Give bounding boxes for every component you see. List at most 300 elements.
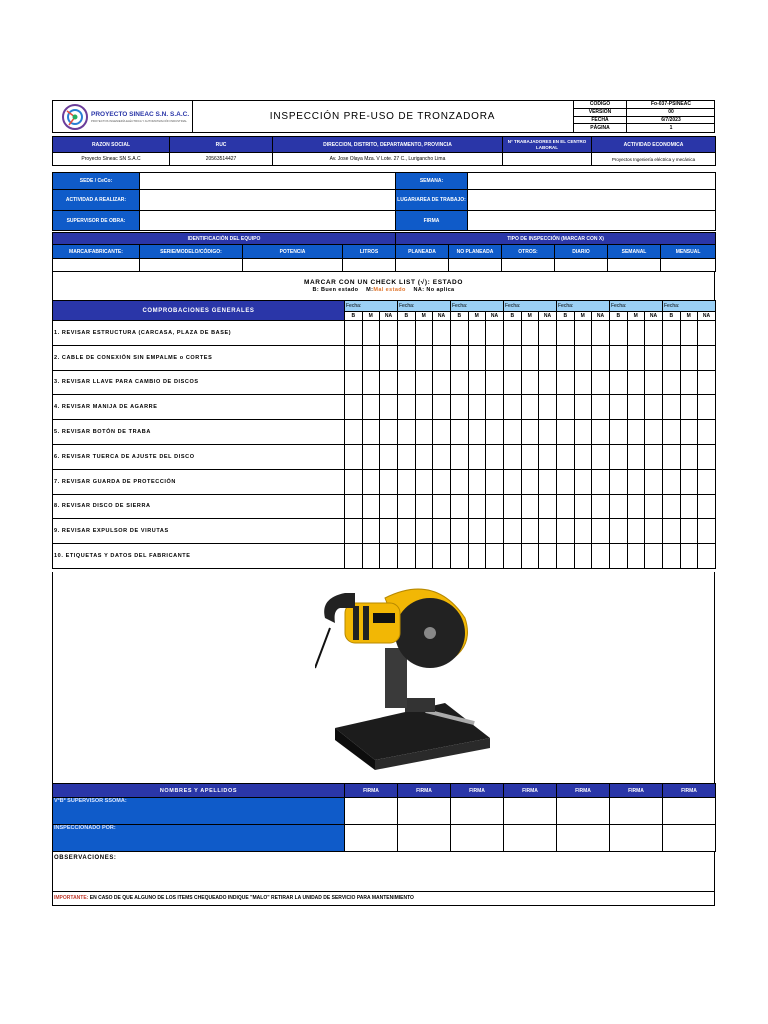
check-cell[interactable] (521, 469, 539, 494)
check-cell[interactable] (592, 345, 610, 370)
serie-header: SERIE/MODELO/CÓDIGO: (140, 245, 243, 259)
check-cell[interactable] (663, 444, 681, 469)
check-cell[interactable] (539, 395, 557, 420)
check-cell[interactable] (451, 345, 469, 370)
check-cell[interactable] (345, 420, 363, 445)
check-cell[interactable] (610, 370, 628, 395)
fecha-header[interactable]: Fecha: (398, 301, 451, 312)
check-cell[interactable] (574, 395, 592, 420)
check-cell[interactable] (345, 321, 363, 346)
sede-field[interactable] (140, 173, 396, 190)
state-header: M (468, 312, 486, 321)
check-cell[interactable] (486, 469, 504, 494)
check-cell[interactable] (574, 544, 592, 569)
check-cell[interactable] (592, 544, 610, 569)
check-cell[interactable] (486, 444, 504, 469)
check-cell[interactable] (362, 321, 380, 346)
check-cell[interactable] (574, 469, 592, 494)
check-cell[interactable] (486, 544, 504, 569)
check-cell[interactable] (345, 494, 363, 519)
fecha-header[interactable]: Fecha: (610, 301, 663, 312)
fecha-header[interactable]: Fecha: (663, 301, 716, 312)
check-item: 5. REVISAR BOTÓN DE TRABA (53, 420, 345, 445)
state-header: B (610, 312, 628, 321)
check-cell[interactable] (680, 544, 698, 569)
check-cell[interactable] (539, 494, 557, 519)
check-cell[interactable] (680, 469, 698, 494)
check-cell[interactable] (680, 519, 698, 544)
check-cell[interactable] (415, 420, 433, 445)
ruc-value[interactable]: 20563514427 (170, 153, 273, 166)
check-item: 3. REVISAR LLAVE PARA CAMBIO DE DISCOS (53, 370, 345, 395)
check-cell[interactable] (610, 345, 628, 370)
check-cell[interactable] (557, 494, 575, 519)
firma-header: FIRMA (557, 784, 610, 798)
col-header-ruc: RUC (170, 137, 273, 153)
check-cell[interactable] (468, 444, 486, 469)
check-cell[interactable] (433, 494, 451, 519)
direccion-value[interactable]: Av. Jose Olaya Mza. V Lote. 27 C., Lurigancho Lima (273, 153, 503, 166)
check-cell[interactable] (592, 420, 610, 445)
check-cell[interactable] (468, 345, 486, 370)
state-header: NA (698, 312, 716, 321)
check-cell[interactable] (557, 469, 575, 494)
checklist-header: COMPROBACIONES GENERALES (53, 301, 345, 321)
check-cell[interactable] (680, 494, 698, 519)
check-cell[interactable] (468, 494, 486, 519)
check-item: 8. REVISAR DISCO DE SIERRA (53, 494, 345, 519)
check-cell[interactable] (398, 444, 416, 469)
check-cell[interactable] (468, 370, 486, 395)
check-cell[interactable] (380, 345, 398, 370)
check-cell[interactable] (380, 395, 398, 420)
check-cell[interactable] (433, 321, 451, 346)
semanal-field[interactable] (608, 259, 661, 272)
check-cell[interactable] (698, 519, 716, 544)
check-cell[interactable] (345, 345, 363, 370)
check-cell[interactable] (451, 395, 469, 420)
check-cell[interactable] (698, 420, 716, 445)
check-cell[interactable] (380, 370, 398, 395)
check-cell[interactable] (680, 444, 698, 469)
check-cell[interactable] (486, 321, 504, 346)
check-cell[interactable] (415, 544, 433, 569)
signature-cell[interactable] (398, 798, 451, 825)
semanal-header: SEMANAL (608, 245, 661, 259)
check-cell[interactable] (345, 370, 363, 395)
signature-row-label[interactable]: INSPECCIONADO POR: (53, 825, 345, 852)
diario-header: DIARIO (555, 245, 608, 259)
signature-table (52, 783, 716, 852)
signature-cell[interactable] (663, 825, 716, 852)
state-header: NA (433, 312, 451, 321)
check-cell[interactable] (345, 469, 363, 494)
planeada-field[interactable] (396, 259, 449, 272)
check-cell[interactable] (380, 544, 398, 569)
col-header-razon-social: RAZON SOCIAL (53, 137, 170, 153)
check-cell[interactable] (451, 420, 469, 445)
fecha-header[interactable]: Fecha: (345, 301, 398, 312)
marca-field[interactable] (53, 259, 140, 272)
signature-cell[interactable] (398, 825, 451, 852)
firma-field[interactable] (468, 211, 716, 231)
check-cell[interactable] (645, 370, 663, 395)
check-cell[interactable] (592, 395, 610, 420)
check-cell[interactable] (433, 345, 451, 370)
check-cell[interactable] (698, 370, 716, 395)
check-cell[interactable] (504, 519, 522, 544)
check-cell[interactable] (380, 321, 398, 346)
state-header: M (627, 312, 645, 321)
check-cell[interactable] (398, 395, 416, 420)
check-cell[interactable] (415, 370, 433, 395)
signature-row-label[interactable]: VºBº SUPERVISOR SSOMA: (53, 798, 345, 825)
check-cell[interactable] (557, 321, 575, 346)
check-cell[interactable] (433, 444, 451, 469)
signature-cell[interactable] (663, 798, 716, 825)
check-cell[interactable] (698, 444, 716, 469)
check-cell[interactable] (645, 321, 663, 346)
check-cell[interactable] (663, 395, 681, 420)
check-cell[interactable] (627, 370, 645, 395)
check-cell[interactable] (574, 420, 592, 445)
check-cell[interactable] (468, 519, 486, 544)
equipment-table (52, 232, 716, 272)
check-cell[interactable] (539, 519, 557, 544)
signature-cell[interactable] (451, 825, 504, 852)
signature-cell[interactable] (345, 798, 398, 825)
check-cell[interactable] (486, 519, 504, 544)
check-cell[interactable] (680, 395, 698, 420)
check-cell[interactable] (592, 321, 610, 346)
check-cell[interactable] (698, 544, 716, 569)
check-cell[interactable] (415, 469, 433, 494)
check-cell[interactable] (698, 469, 716, 494)
check-cell[interactable] (451, 321, 469, 346)
check-cell[interactable] (557, 420, 575, 445)
check-cell[interactable] (415, 395, 433, 420)
check-cell[interactable] (610, 444, 628, 469)
otros-field[interactable] (502, 259, 555, 272)
check-cell[interactable] (486, 420, 504, 445)
check-cell[interactable] (415, 345, 433, 370)
check-cell[interactable] (451, 469, 469, 494)
check-cell[interactable] (468, 395, 486, 420)
check-cell[interactable] (486, 395, 504, 420)
checklist-table (52, 300, 716, 569)
check-cell[interactable] (521, 519, 539, 544)
check-cell[interactable] (504, 321, 522, 346)
check-cell[interactable] (398, 494, 416, 519)
check-cell[interactable] (398, 345, 416, 370)
check-cell[interactable] (680, 321, 698, 346)
check-cell[interactable] (398, 420, 416, 445)
check-cell[interactable] (574, 370, 592, 395)
check-cell[interactable] (645, 494, 663, 519)
check-cell[interactable] (592, 494, 610, 519)
check-cell[interactable] (415, 494, 433, 519)
check-cell[interactable] (539, 321, 557, 346)
inspection-form (52, 100, 715, 906)
check-cell[interactable] (610, 519, 628, 544)
check-cell[interactable] (645, 544, 663, 569)
check-cell[interactable] (362, 469, 380, 494)
check-cell[interactable] (486, 345, 504, 370)
signature-cell[interactable] (504, 825, 557, 852)
tipo-title: TIPO DE INSPECCIÓN (MARCAR CON X) (396, 233, 716, 245)
check-cell[interactable] (645, 519, 663, 544)
check-item: 4. REVISAR MANIJA DE AGARRE (53, 395, 345, 420)
check-cell[interactable] (592, 469, 610, 494)
sede-label: SEDE / CeCo: (53, 173, 140, 190)
firma-header: FIRMA (504, 784, 557, 798)
check-cell[interactable] (380, 469, 398, 494)
check-cell[interactable] (433, 370, 451, 395)
check-cell[interactable] (557, 519, 575, 544)
check-cell[interactable] (592, 444, 610, 469)
check-cell[interactable] (663, 519, 681, 544)
check-cell[interactable] (380, 420, 398, 445)
state-header: M (362, 312, 380, 321)
potencia-field[interactable] (243, 259, 343, 272)
check-cell[interactable] (521, 544, 539, 569)
check-cell[interactable] (504, 345, 522, 370)
check-cell[interactable] (504, 420, 522, 445)
fecha-header[interactable]: Fecha: (557, 301, 610, 312)
check-cell[interactable] (610, 469, 628, 494)
check-cell[interactable] (451, 494, 469, 519)
check-cell[interactable] (645, 395, 663, 420)
check-cell[interactable] (433, 395, 451, 420)
check-cell[interactable] (539, 544, 557, 569)
check-cell[interactable] (663, 494, 681, 519)
check-cell[interactable] (415, 321, 433, 346)
supervisor-label: SUPERVISOR DE OBRA: (53, 211, 140, 231)
check-cell[interactable] (698, 494, 716, 519)
check-cell[interactable] (557, 370, 575, 395)
check-cell[interactable] (627, 321, 645, 346)
check-cell[interactable] (362, 370, 380, 395)
company-logo (53, 101, 193, 132)
check-cell[interactable] (398, 321, 416, 346)
fecha-header[interactable]: Fecha: (451, 301, 504, 312)
check-cell[interactable] (362, 494, 380, 519)
planeada-header: PLANEADA (396, 245, 449, 259)
check-cell[interactable] (486, 370, 504, 395)
check-cell[interactable] (574, 321, 592, 346)
check-cell[interactable] (521, 494, 539, 519)
check-cell[interactable] (663, 544, 681, 569)
check-cell[interactable] (610, 321, 628, 346)
check-cell[interactable] (645, 420, 663, 445)
check-cell[interactable] (451, 519, 469, 544)
check-cell[interactable] (610, 420, 628, 445)
check-cell[interactable] (627, 345, 645, 370)
check-cell[interactable] (504, 395, 522, 420)
check-cell[interactable] (557, 544, 575, 569)
check-cell[interactable] (539, 444, 557, 469)
check-cell[interactable] (451, 370, 469, 395)
check-cell[interactable] (663, 345, 681, 370)
check-cell[interactable] (345, 395, 363, 420)
check-cell[interactable] (362, 444, 380, 469)
actividad-value[interactable]: Proyectos Ingeniería eléctrica y mecánica (592, 153, 716, 166)
legend-title: MARCAR CON UN CHECK LIST (√): ESTADO (303, 279, 463, 286)
check-cell[interactable] (380, 519, 398, 544)
check-cell[interactable] (451, 444, 469, 469)
signature-cell[interactable] (451, 798, 504, 825)
actividad-label: ACTIVIDAD A REALIZAR: (53, 190, 140, 211)
check-cell[interactable] (504, 444, 522, 469)
check-cell[interactable] (433, 544, 451, 569)
important-note: IMPORTANTE: EN CASO DE QUE ALGUNO DE LOS ITEMS CHEQUEADO INDIQUE "MALO" RETIRAR LA UNIDAD DE SERVICIO PARA MANTENIMIENTO (54, 895, 414, 901)
check-cell[interactable] (362, 420, 380, 445)
fecha-header[interactable]: Fecha: (504, 301, 557, 312)
no-planeada-field[interactable] (449, 259, 502, 272)
check-cell[interactable] (433, 469, 451, 494)
state-header: B (398, 312, 416, 321)
check-cell[interactable] (574, 494, 592, 519)
check-cell[interactable] (698, 395, 716, 420)
check-cell[interactable] (539, 345, 557, 370)
meta-row-fecha: FECHA 6/7/2023 (574, 117, 715, 125)
check-cell[interactable] (698, 321, 716, 346)
check-cell[interactable] (663, 370, 681, 395)
check-cell[interactable] (380, 494, 398, 519)
check-cell[interactable] (433, 519, 451, 544)
check-cell[interactable] (645, 345, 663, 370)
check-cell[interactable] (574, 345, 592, 370)
check-cell[interactable] (345, 544, 363, 569)
check-cell[interactable] (362, 544, 380, 569)
supervisor-field[interactable] (140, 211, 396, 231)
check-cell[interactable] (380, 444, 398, 469)
check-cell[interactable] (610, 544, 628, 569)
check-cell[interactable] (486, 494, 504, 519)
check-cell[interactable] (574, 444, 592, 469)
check-cell[interactable] (627, 469, 645, 494)
check-cell[interactable] (521, 395, 539, 420)
signature-cell[interactable] (557, 798, 610, 825)
check-cell[interactable] (521, 444, 539, 469)
lugar-label: LUGAR/AREA DE TRABAJO: (396, 190, 468, 211)
check-cell[interactable] (610, 395, 628, 420)
check-cell[interactable] (627, 444, 645, 469)
check-cell[interactable] (398, 519, 416, 544)
check-cell[interactable] (415, 519, 433, 544)
mensual-field[interactable] (661, 259, 716, 272)
check-cell[interactable] (415, 444, 433, 469)
semana-field[interactable] (468, 173, 716, 190)
signature-cell[interactable] (345, 825, 398, 852)
company-table (52, 136, 716, 166)
check-cell[interactable] (627, 544, 645, 569)
check-cell[interactable] (610, 494, 628, 519)
check-cell[interactable] (680, 420, 698, 445)
trabajadores-value[interactable] (503, 153, 592, 166)
check-cell[interactable] (504, 544, 522, 569)
check-cell[interactable] (345, 519, 363, 544)
check-cell[interactable] (468, 544, 486, 569)
page-title: INSPECCIÓN PRE-USO DE TRONZADORA (269, 111, 496, 122)
check-cell[interactable] (398, 370, 416, 395)
litros-field[interactable] (343, 259, 396, 272)
check-cell[interactable] (362, 395, 380, 420)
check-cell[interactable] (557, 444, 575, 469)
chop-saw-image (315, 578, 495, 778)
check-cell[interactable] (362, 519, 380, 544)
lugar-field[interactable] (468, 190, 716, 211)
check-cell[interactable] (451, 544, 469, 569)
check-cell[interactable] (645, 444, 663, 469)
check-cell[interactable] (574, 519, 592, 544)
check-cell[interactable] (680, 370, 698, 395)
check-cell[interactable] (345, 444, 363, 469)
serie-field[interactable] (140, 259, 243, 272)
check-cell[interactable] (539, 469, 557, 494)
check-cell[interactable] (698, 345, 716, 370)
state-header: NA (645, 312, 663, 321)
check-cell[interactable] (362, 345, 380, 370)
otros-header: OTROS: (502, 245, 555, 259)
semana-label: SEMANA: (396, 173, 468, 190)
check-cell[interactable] (433, 420, 451, 445)
check-cell[interactable] (627, 494, 645, 519)
check-cell[interactable] (663, 469, 681, 494)
diario-field[interactable] (555, 259, 608, 272)
check-cell[interactable] (398, 469, 416, 494)
marca-header: MARCA/FABRICANTE: (53, 245, 140, 259)
check-cell[interactable] (592, 370, 610, 395)
check-cell[interactable] (680, 345, 698, 370)
meta-row-codigo: CÓDIGO Fo-037-PSINEAC (574, 101, 715, 109)
signature-cell[interactable] (504, 798, 557, 825)
state-header: NA (486, 312, 504, 321)
signature-cell[interactable] (610, 825, 663, 852)
check-cell[interactable] (504, 494, 522, 519)
razon-social-value[interactable]: Proyecto Sineac SN S.A.C (53, 153, 170, 166)
check-cell[interactable] (592, 519, 610, 544)
check-cell[interactable] (521, 345, 539, 370)
check-cell[interactable] (398, 544, 416, 569)
state-header: B (504, 312, 522, 321)
check-cell[interactable] (627, 395, 645, 420)
check-cell[interactable] (468, 469, 486, 494)
actividad-field[interactable] (140, 190, 396, 211)
state-header: NA (539, 312, 557, 321)
check-cell[interactable] (557, 395, 575, 420)
check-cell[interactable] (627, 420, 645, 445)
check-cell[interactable] (504, 469, 522, 494)
check-cell[interactable] (468, 321, 486, 346)
check-cell[interactable] (504, 370, 522, 395)
signature-cell[interactable] (610, 798, 663, 825)
check-cell[interactable] (645, 469, 663, 494)
col-header-direccion: DIRECCION, DISTRITO, DEPARTAMENTO, PROVINCIA (273, 137, 503, 153)
check-cell[interactable] (521, 321, 539, 346)
check-cell[interactable] (521, 370, 539, 395)
check-cell[interactable] (663, 420, 681, 445)
check-cell[interactable] (521, 420, 539, 445)
check-cell[interactable] (663, 321, 681, 346)
check-cell[interactable] (539, 370, 557, 395)
check-cell[interactable] (557, 345, 575, 370)
signature-cell[interactable] (557, 825, 610, 852)
check-cell[interactable] (468, 420, 486, 445)
check-cell[interactable] (627, 519, 645, 544)
observaciones-box[interactable] (52, 852, 715, 892)
check-cell[interactable] (539, 420, 557, 445)
